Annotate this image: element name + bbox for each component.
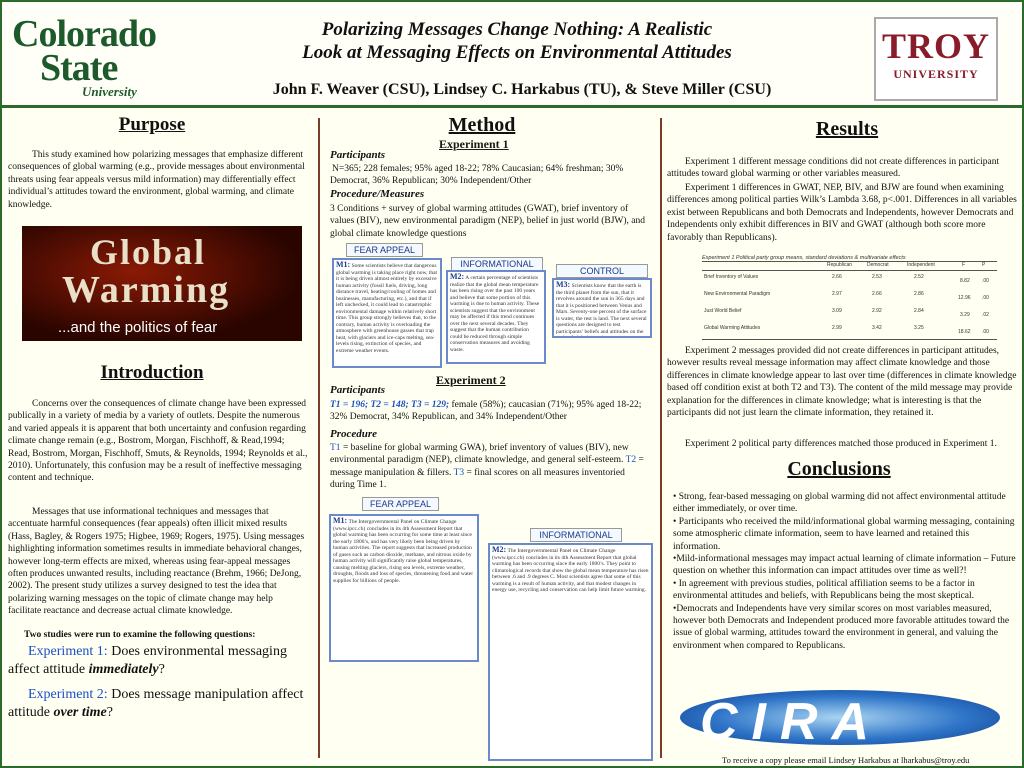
conclusions-heading: Conclusions — [787, 458, 891, 480]
table-cell: 2.84 — [914, 308, 924, 314]
exp2-t3-text: = final scores on all measures inventoried during Time 1. — [330, 467, 625, 491]
question-2: Experiment 2: Does message manipulation affect attitude over time? — [8, 687, 304, 720]
exp2-message-m2 — [488, 543, 653, 761]
method-heading: Method — [448, 114, 516, 136]
question-1: Experiment 1: Does environmental messaging affect attitude immediately? — [8, 644, 287, 677]
question-2-emphasis: over time — [53, 705, 107, 720]
two-studies-text: Two studies were run to examine the following questions — [24, 630, 253, 640]
exp2-procedure-label: Procedure — [330, 428, 378, 440]
table-cell: 2.52 — [914, 274, 924, 280]
exp1-label-control: CONTROL — [556, 264, 648, 278]
exp2-t2: T2 — [625, 455, 637, 466]
exp1-participants: N=365; 228 females; 95% aged 18-22; 78% Caucasian; 64% freshman; 30% Democrat, 36% Republican; 30% Independent/Other — [330, 164, 624, 187]
purpose-text: This study examined how polarizing messages that emphasize different consequences of global warming (e.g., provide messages about environmental threats using fear appeals versus mild information) may differentially effect individual’s attitudes toward the environment, global warming, and climate knowledge. — [8, 150, 305, 210]
table-cell: 2.66 — [872, 291, 882, 297]
table-cell: 2.86 — [914, 291, 924, 297]
table-row — [702, 271, 997, 288]
question-2-text: Does message manipulation affect attitude — [8, 687, 304, 720]
exp2-m1-head: M1: — [333, 516, 348, 525]
results-p1: Experiment 1 different message conditions did not create differences in participant attitudes toward global warming or other variables measured. — [667, 157, 1000, 180]
exp2-t2-text: = message manipulation & fillers. — [330, 455, 644, 478]
exp2-m2-head: M2: — [492, 545, 507, 554]
table-row — [702, 305, 997, 322]
table-cell: 2.66 — [832, 274, 842, 280]
global-warming-image — [22, 226, 302, 341]
exp1-m3-text: Scientists know that the earth is the third planet from the sun, that it revolves around the sun in 365 days and that it is positioned between Venus and Mars. Seventy-one percent of the surface is water, the rest is land. The next several questions are designed to test participants’ beliefs and attitudes on the topic of global warming. — [556, 283, 647, 338]
table-row-name: New Environmental Paradigm — [704, 291, 771, 297]
column-divider-left — [318, 118, 320, 758]
results-heading: Results — [815, 118, 879, 140]
table-cell: 2.97 — [832, 291, 842, 297]
poster-title — [182, 18, 852, 64]
troy-logo — [874, 17, 998, 101]
exp1-procedure-label: Procedure/Measures — [330, 188, 425, 200]
cira-logo — [670, 688, 1010, 752]
table-cell: 3.42 — [872, 325, 882, 331]
exp1-m1-text: Some scientists believe that dangerous global warming is taking place right now, that it is being driven almost entirely by excessive human activity (fossil fuels, driving, long distance travel, heating/cooling of homes and businesses, manufacturing, etc.), and that if left unchecked, it could lead to catastrophic environmental damage within relatively short time. This group strongly believes that, to the contrary, human activity is overloading the atmosphere with greenhouse gasses that trap heat, with glaciers and ice-caps melting, sea-levels rising, extinction of species, and extreme weather events. — [336, 263, 438, 354]
csu-logo — [12, 12, 177, 100]
conclusion-item: •Mild-informational messages may impact actual learning of climate information – Future question on whether this information can impact attitudes over time as well?! — [673, 554, 1016, 577]
table-row — [702, 322, 997, 340]
exp2-participants-label: Participants — [330, 384, 386, 396]
exp1-message-m2 — [446, 270, 546, 364]
image-text-line1: Global — [90, 232, 207, 272]
exp1-m2-head: M2: — [450, 272, 465, 281]
results-p3: Experiment 2 messages provided did not create differences in participant attitudes, however results reveal message information may affect climate knowledge and those differences in climate knowledge appear to last over time (differences in climate knowledge based off condition exist at both T2 and T3). The content of the mild message may provide explanation for the differences in climate knowledge; what is interesting is that the participants did not just learn the climate information, they retained it. — [667, 346, 1017, 419]
exp1-message-m1 — [332, 258, 442, 368]
table-cell: 8.82 — [960, 278, 970, 284]
exp2-t1-text: = baseline for global warming GWA), brief inventory of values (BIV), new environmental paradigm (NEP), climate knowledge, and general self-esteem. — [330, 443, 629, 466]
exp1-procedure: 3 Conditions + survey of global warming attitudes (GWAT), brief inventory of values (BIV), new environmental paradigm (NEP), belief in just world (BJW), and global climate knowledge questions — [330, 204, 646, 239]
table-header-row — [702, 262, 997, 271]
exp2-t3: T3 — [453, 467, 465, 478]
exp1-label-informational: INFORMATIONAL — [451, 257, 543, 271]
exp2-m2-text: The Intergovernmental Panel on Climate Change (www.ipcc.ch) concludes in its 4th Assessment Report that global warming has been occurring since the early 1800’s. They point to climatological records that show the global mean temperature has risen between .6 and .9 degrees C. Most scientists agree that some of this warming is a result of human activity, and that modest changes in energy use, recycling and conservation can help limit future warming. — [492, 548, 649, 593]
results-p2: Experiment 1 differences in GWAT, NEP, BIV, and BJW are found when examining differences among political parties Wilk’s Lambda 3.68, p<.001. Differences in all variables exist between Republicans and both Democrats and Independents, however Democrats and Independents only exhibit differences in BIV and GWAT (although both score more favorably than Republicans). — [667, 183, 1017, 243]
title-line1: Polarizing Messages Change Nothing: A Realistic — [321, 19, 713, 40]
cira-logo-text: CIRA — [700, 693, 884, 751]
exp2-label-fear-appeal: FEAR APPEAL — [362, 497, 439, 511]
table-row-name: Brief Inventory of Values — [704, 274, 759, 280]
exp1-label-fear-appeal: FEAR APPEAL — [346, 243, 423, 257]
authors: John F. Weaver (CSU), Lindsey C. Harkabus (TU), & Steve Miller (CSU) — [272, 81, 772, 98]
table-col-f: F — [962, 262, 966, 268]
conclusions-list — [673, 491, 1018, 652]
table-cell: 3.25 — [914, 325, 924, 331]
results-table — [702, 255, 997, 337]
conclusion-item: •Democrats and Independents have very similar scores on most variables measured, however both Democrats and Independent produced more favorable attitudes toward the issue of global warming, attitudes toward the environment in general, and valuing the environment when compared to Republicans. — [673, 603, 1010, 651]
exp2-participants-text: female (58%); caucasian (71%); 95% aged 18-22; 32% Democrat, 34% Republican, and 34% Independent/Other — [330, 400, 642, 423]
exp2-m1-text: The Intergovernmental Panel on Climate Change (www.ipcc.ch) concludes in its 4th Assessment Report that global warming has been occurring for some time at least since the early 1800’s, and has very likely been being driven by human activities. The report suggests that increased production of gases such as carbon dioxide, methane, and nitrous oxide by human activity will significantly raise global temperatures, causing melting glaciers, rising sea levels, extreme weather, droughts, floods and loss of species, threatening food and water supplies for billions of people. — [333, 519, 474, 584]
header — [2, 2, 1022, 108]
question-1-text: Does environmental messaging affect attitude — [8, 644, 287, 677]
exp2-procedure — [330, 442, 650, 492]
exp2-t1: T1 — [330, 443, 341, 453]
table-row — [702, 288, 997, 305]
exp2-participants — [330, 399, 650, 424]
table-row-name: Just World Belief — [704, 308, 742, 314]
exp1-message-m3 — [552, 278, 652, 338]
table-cell: 2.99 — [832, 325, 842, 331]
introduction-p2: Messages that use informational techniques and messages that accentuate harmful consequences (fear appeals) often illicit mixed results (Hass, Bagley, & Rogers 1975; Higbee, 1969; Rogers, 1975). Using messages highlighting information sometimes results in immediate behavioral changes, however long-term effects are mixed, whereas using fear-appeal messages often produces unwanted results, including reactance (Brehm, 1966; DeJong, 2002). The present study utilizes a survey designed to test the idea that polarizing warning messages on the topic of climate change may help facilitate reactance and decrease actual climate knowledge. — [8, 507, 305, 617]
table-cell: 3.09 — [832, 308, 842, 314]
table-cell: .00 — [982, 295, 989, 301]
image-text-line3: ...and the politics of fear — [58, 319, 218, 336]
table-row-name: Global Warming Attitudes — [704, 325, 761, 331]
question-1-emphasis: immediately — [88, 662, 159, 677]
csu-logo-line2: State — [40, 47, 118, 89]
exp1-m1-head: M1: — [336, 260, 351, 269]
table-cell: 2.92 — [872, 308, 882, 314]
troy-logo-line2: UNIVERSITY — [893, 67, 979, 81]
title-line2: Look at Messaging Effects on Environmental Attitudes — [302, 42, 732, 63]
csu-logo-line3: University — [82, 84, 137, 99]
question-2-label: Experiment 2: — [28, 687, 108, 702]
purpose-heading: Purpose — [118, 114, 186, 135]
results-p4: Experiment 2 political party differences matched those produced in Experiment 1. — [685, 439, 997, 449]
conclusion-item: • Strong, fear-based messaging on global warming did not affect environmental attitude either immediately, or over time. — [673, 492, 1006, 515]
exp1-participants-label: Participants — [330, 149, 386, 161]
exp1-m2-text: A certain percentage of scientists realize that the global mean temperature has been rising over the past 100 years and believe that some portion of this warming is due to human activity. These scientists suggest that the environment may be affected if this trend continues over the next several decades. They suggest that the human contribution could be reduced through simple conservation measures and avoiding waste. — [450, 275, 540, 353]
table-cell: 18.62 — [958, 329, 971, 335]
exp2-label-informational: INFORMATIONAL — [530, 528, 622, 542]
table-cell: 12.96 — [958, 295, 971, 301]
conclusion-item: • Participants who received the mild/informational global warming messaging, containing some atmospheric climate information, seem to have learned and retained this information. — [673, 516, 1015, 552]
column-divider-right — [660, 118, 662, 758]
footer-contact: To receive a copy please email Lindsey Harkabus at lharkabus@troy.edu — [722, 755, 970, 765]
exp1-m3-head: M3: — [556, 280, 571, 289]
question-1-label: Experiment 1: — [28, 644, 108, 659]
exp1-title: Experiment 1 — [439, 137, 509, 151]
table-cell: 2.53 — [872, 274, 882, 280]
table-caption: Experiment 1 Political party group means, standard deviations & multivariate effects — [702, 255, 997, 262]
table-cell: .00 — [982, 278, 989, 284]
troy-logo-line1: TROY — [881, 26, 990, 66]
two-studies-line: Two studies were run to examine the following questions: — [24, 630, 256, 640]
conclusion-item: • In agreement with previous studies, political affiliation seems to be a factor in environmental attitudes and beliefs, with Republicans being the most skeptical. — [673, 578, 975, 602]
introduction-heading: Introduction — [100, 362, 204, 383]
table-col-independent: Independent — [907, 262, 935, 268]
exp2-participants-times: T1 = 196; T2 = 148; T3 = 129; — [330, 400, 450, 410]
table-cell: .02 — [982, 312, 989, 318]
table-cell: .00 — [982, 329, 989, 335]
table-col-republican: Republican — [827, 262, 853, 268]
exp2-message-m1 — [329, 514, 479, 662]
image-text-line2: Warming — [62, 269, 231, 311]
table-cell: 3.29 — [960, 312, 970, 318]
table-col-democrat: Democrat — [867, 262, 889, 268]
exp2-title: Experiment 2 — [436, 373, 506, 387]
table-col-p: P — [982, 262, 986, 268]
csu-logo-line1: Colorado — [12, 13, 156, 55]
introduction-p1: Concerns over the consequences of climate change have been expressed publically in a variety of media by a variety of outlets. Despite the numerous and varied appeals it is apparent that both uncertainty and confusion regarding climate change remain (e.g., Bostrom, Morgan, Fischhoff, & Read,1994; Read, Bostrom, Morgan, Fischhoff, Smuts, & Reynolds, 1994; Reynolds et al., 2010). Unfortunately, this confusion may be a result of ineffective messaging content and technique. — [8, 399, 308, 484]
